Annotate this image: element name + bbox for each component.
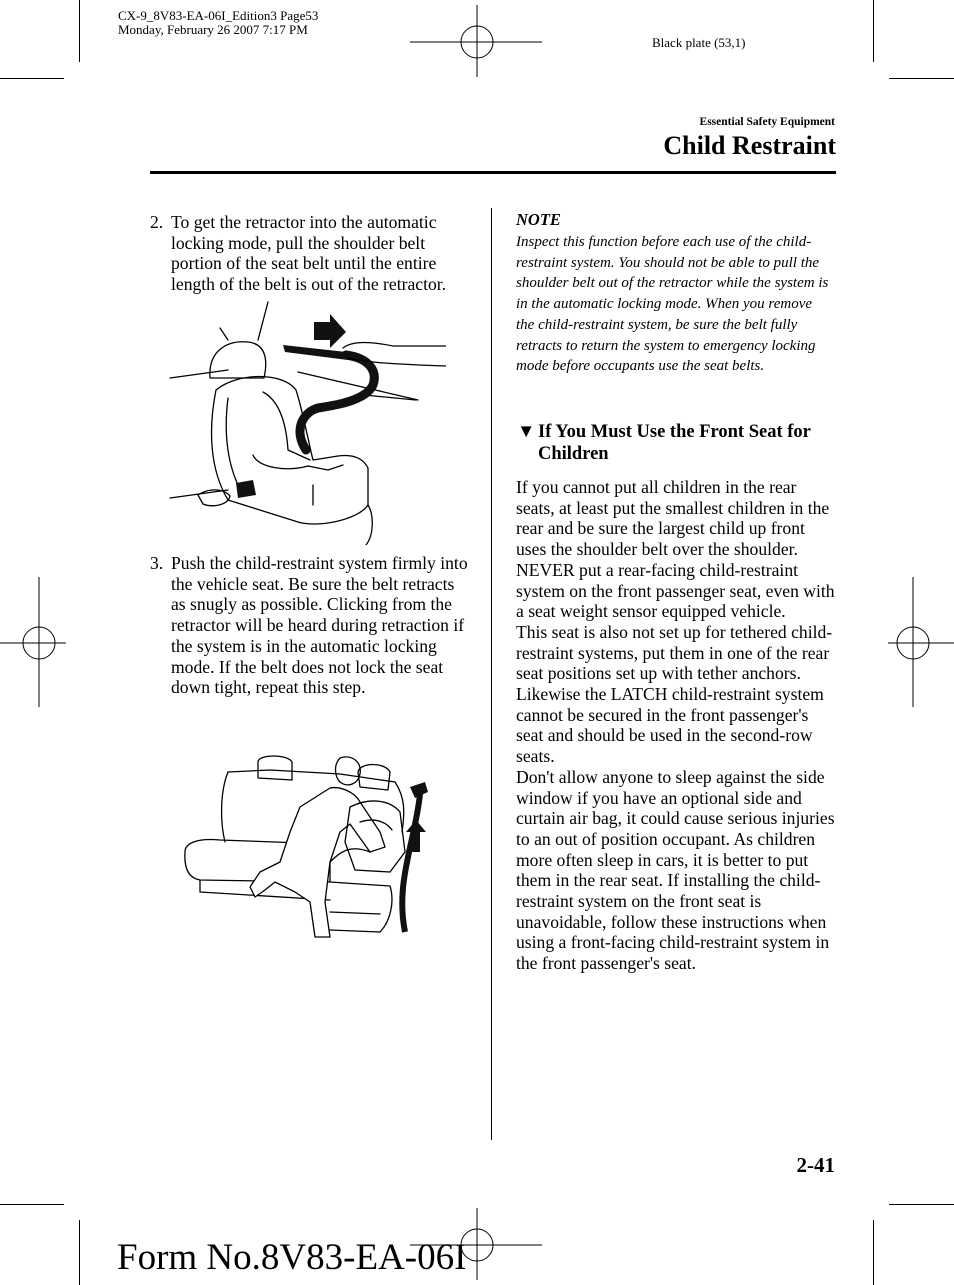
section-name: Essential Safety Equipment bbox=[699, 116, 835, 128]
paragraph: Don't allow anyone to sleep against the side window if you have an optional side and curtain air bag, it could cause serious injuries to an out of position occupant. As children more often sleep in cars, it is better to put them in the rear seat. If installing the child-restraint system on the front seat is unavoidable, follow these instructions when using a front-facing child-restraint system in the front passenger's seat. bbox=[516, 766, 835, 974]
step-3 bbox=[150, 553, 475, 723]
column-divider bbox=[491, 208, 492, 1140]
triangle-marker-icon: ▼ bbox=[517, 422, 536, 442]
subheading-text: If You Must Use the Front Seat for Children bbox=[538, 422, 811, 464]
paragraph: Likewise the LATCH child-restraint system cannot be secured in the front passenger's seat and should be used in the second-row seats. bbox=[516, 684, 824, 767]
body-text bbox=[516, 477, 838, 974]
page-title: Child Restraint bbox=[663, 131, 836, 160]
crop-mark bbox=[79, 0, 80, 62]
registration-mark-top bbox=[410, 5, 542, 77]
header-rule bbox=[150, 171, 836, 174]
crop-mark bbox=[0, 78, 64, 79]
step-text: Push the child-restraint system firmly into the vehicle seat. Be sure the belt retracts as snugly as possible. Clicking from the retractor will be heard during retraction if the system is in the automatic locking mode. If the belt does not lock the seat down tight, repeat this step. bbox=[171, 553, 468, 698]
plate-info: Black plate (53,1) bbox=[652, 35, 746, 50]
push-child-seat-illustration bbox=[180, 752, 440, 942]
note-body: Inspect this function before each use of the child-restraint system. You should not be able to pull the shoulder belt out of the retractor while the system is in the automatic locking mode. When you remove the child-restraint system, be sure the belt fully retracts to return the system to emergency locking mode before occupants use the seat belts. bbox=[516, 234, 829, 375]
step-2 bbox=[150, 212, 475, 298]
subheading bbox=[517, 421, 835, 465]
form-number: Form No.8V83-EA-06I bbox=[117, 1237, 467, 1278]
page-number: 2-41 bbox=[796, 1153, 835, 1177]
note-heading: NOTE bbox=[516, 210, 561, 229]
crop-mark bbox=[889, 78, 954, 79]
print-job-line2: Monday, February 26 2007 7:17 PM bbox=[118, 22, 308, 37]
print-job-line1: CX-9_8V83-EA-06I_Edition3 Page53 bbox=[118, 8, 319, 23]
registration-mark-right bbox=[884, 577, 954, 707]
child-seat-belt-pull-illustration bbox=[168, 300, 446, 545]
crop-mark bbox=[0, 1204, 64, 1205]
crop-mark bbox=[889, 1204, 954, 1205]
print-job-info bbox=[118, 9, 318, 37]
step-number: 3. bbox=[150, 553, 164, 573]
crop-mark bbox=[79, 1220, 80, 1285]
registration-mark-left bbox=[0, 577, 70, 707]
step-number: 2. bbox=[150, 212, 164, 232]
paragraph: If you cannot put all children in the rear seats, at least put the smallest children in the rear and be sure the largest child up front uses the shoulder belt over the shoulder. bbox=[516, 477, 830, 560]
paragraph: This seat is also not set up for tethered child-restraint systems, put them in one of the rear seat positions set up with tether anchors. bbox=[516, 621, 833, 684]
crop-mark bbox=[873, 0, 874, 62]
crop-mark bbox=[873, 1220, 874, 1285]
paragraph: NEVER put a rear-facing child-restraint system on the front passenger seat, even with a seat weight sensor equipped vehicle. bbox=[516, 559, 835, 622]
step-text: To get the retractor into the automatic locking mode, pull the shoulder belt portion of the seat belt until the entire length of the belt is out of the retractor. bbox=[171, 212, 447, 295]
